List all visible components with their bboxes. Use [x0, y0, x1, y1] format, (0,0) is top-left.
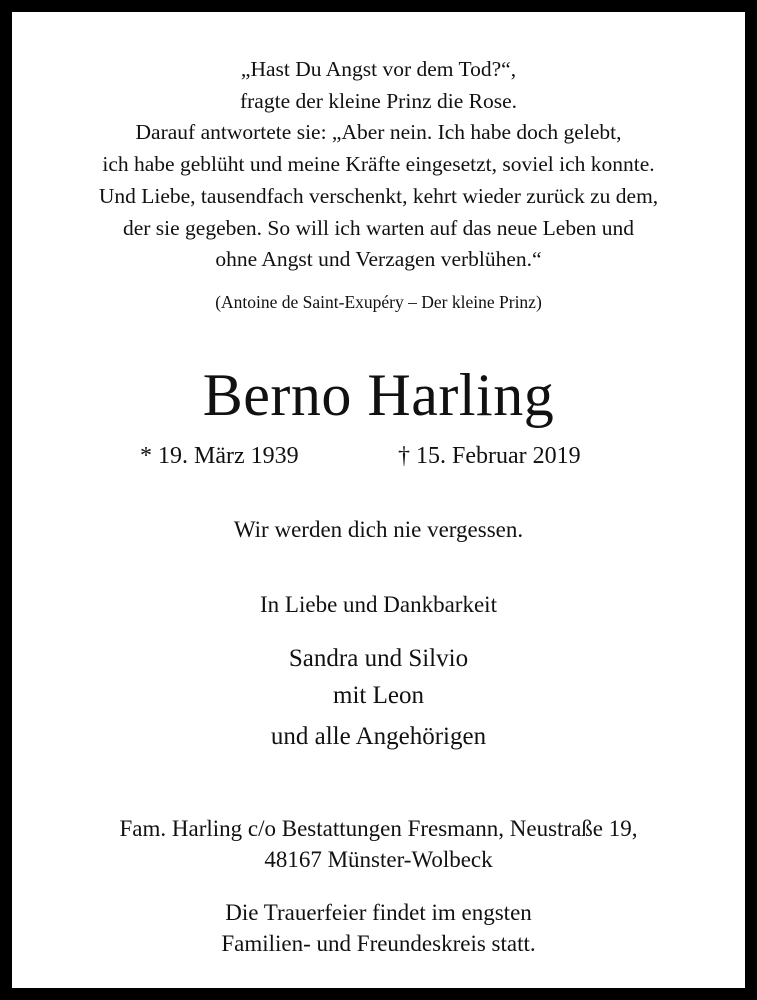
remembrance-text: Wir werden dich nie vergessen. [233, 517, 524, 542]
mourners-line: und alle Angehörigen [270, 723, 487, 750]
quote-line: „Hast Du Angst vor dem Tod?“, [240, 57, 517, 81]
quote-line: Und Liebe, tausendfach verschenkt, kehrt wieder zurück zu dem, [98, 183, 659, 208]
quote-line: der sie gegeben. So will ich warten auf das neue Leben und [122, 215, 635, 240]
quote-line: Darauf antwortete sie: „Aber nein. Ich habe doch gelebt, [135, 120, 622, 145]
quote-block [12, 54, 745, 276]
mourners-line: mit Leon [333, 682, 424, 709]
quote-source: (Antoine de Saint-Exupéry – Der kleine Prinz) [215, 292, 542, 312]
birth-date: * 19. März 1939 [140, 443, 299, 469]
death-date: † 15. Februar 2019 [398, 443, 581, 469]
mourners-line: Sandra und Silvio [288, 645, 469, 672]
address-line: 48167 Münster-Wolbeck [264, 847, 493, 872]
ceremony-line: Familien- und Freundeskreis statt. [221, 931, 536, 956]
ceremony-line: Die Trauerfeier findet im engsten [225, 900, 532, 925]
deceased-name: Berno Harling [202, 362, 555, 428]
ceremony-note [12, 897, 745, 959]
address-line: Fam. Harling c/o Bestattungen Fresmann, Neustraße 19, [119, 816, 638, 841]
quote-line: fragte der kleine Prinz die Rose. [239, 88, 517, 113]
gratitude-text: In Liebe und Dankbarkeit [260, 592, 497, 617]
quote-line: ich habe geblüht und meine Kräfte eingesetzt, soviel ich konnte. [102, 152, 655, 177]
contact-address [12, 813, 745, 875]
quote-line: ohne Angst und Verzagen verblühen.“ [215, 247, 542, 272]
mourners-block [12, 640, 745, 755]
